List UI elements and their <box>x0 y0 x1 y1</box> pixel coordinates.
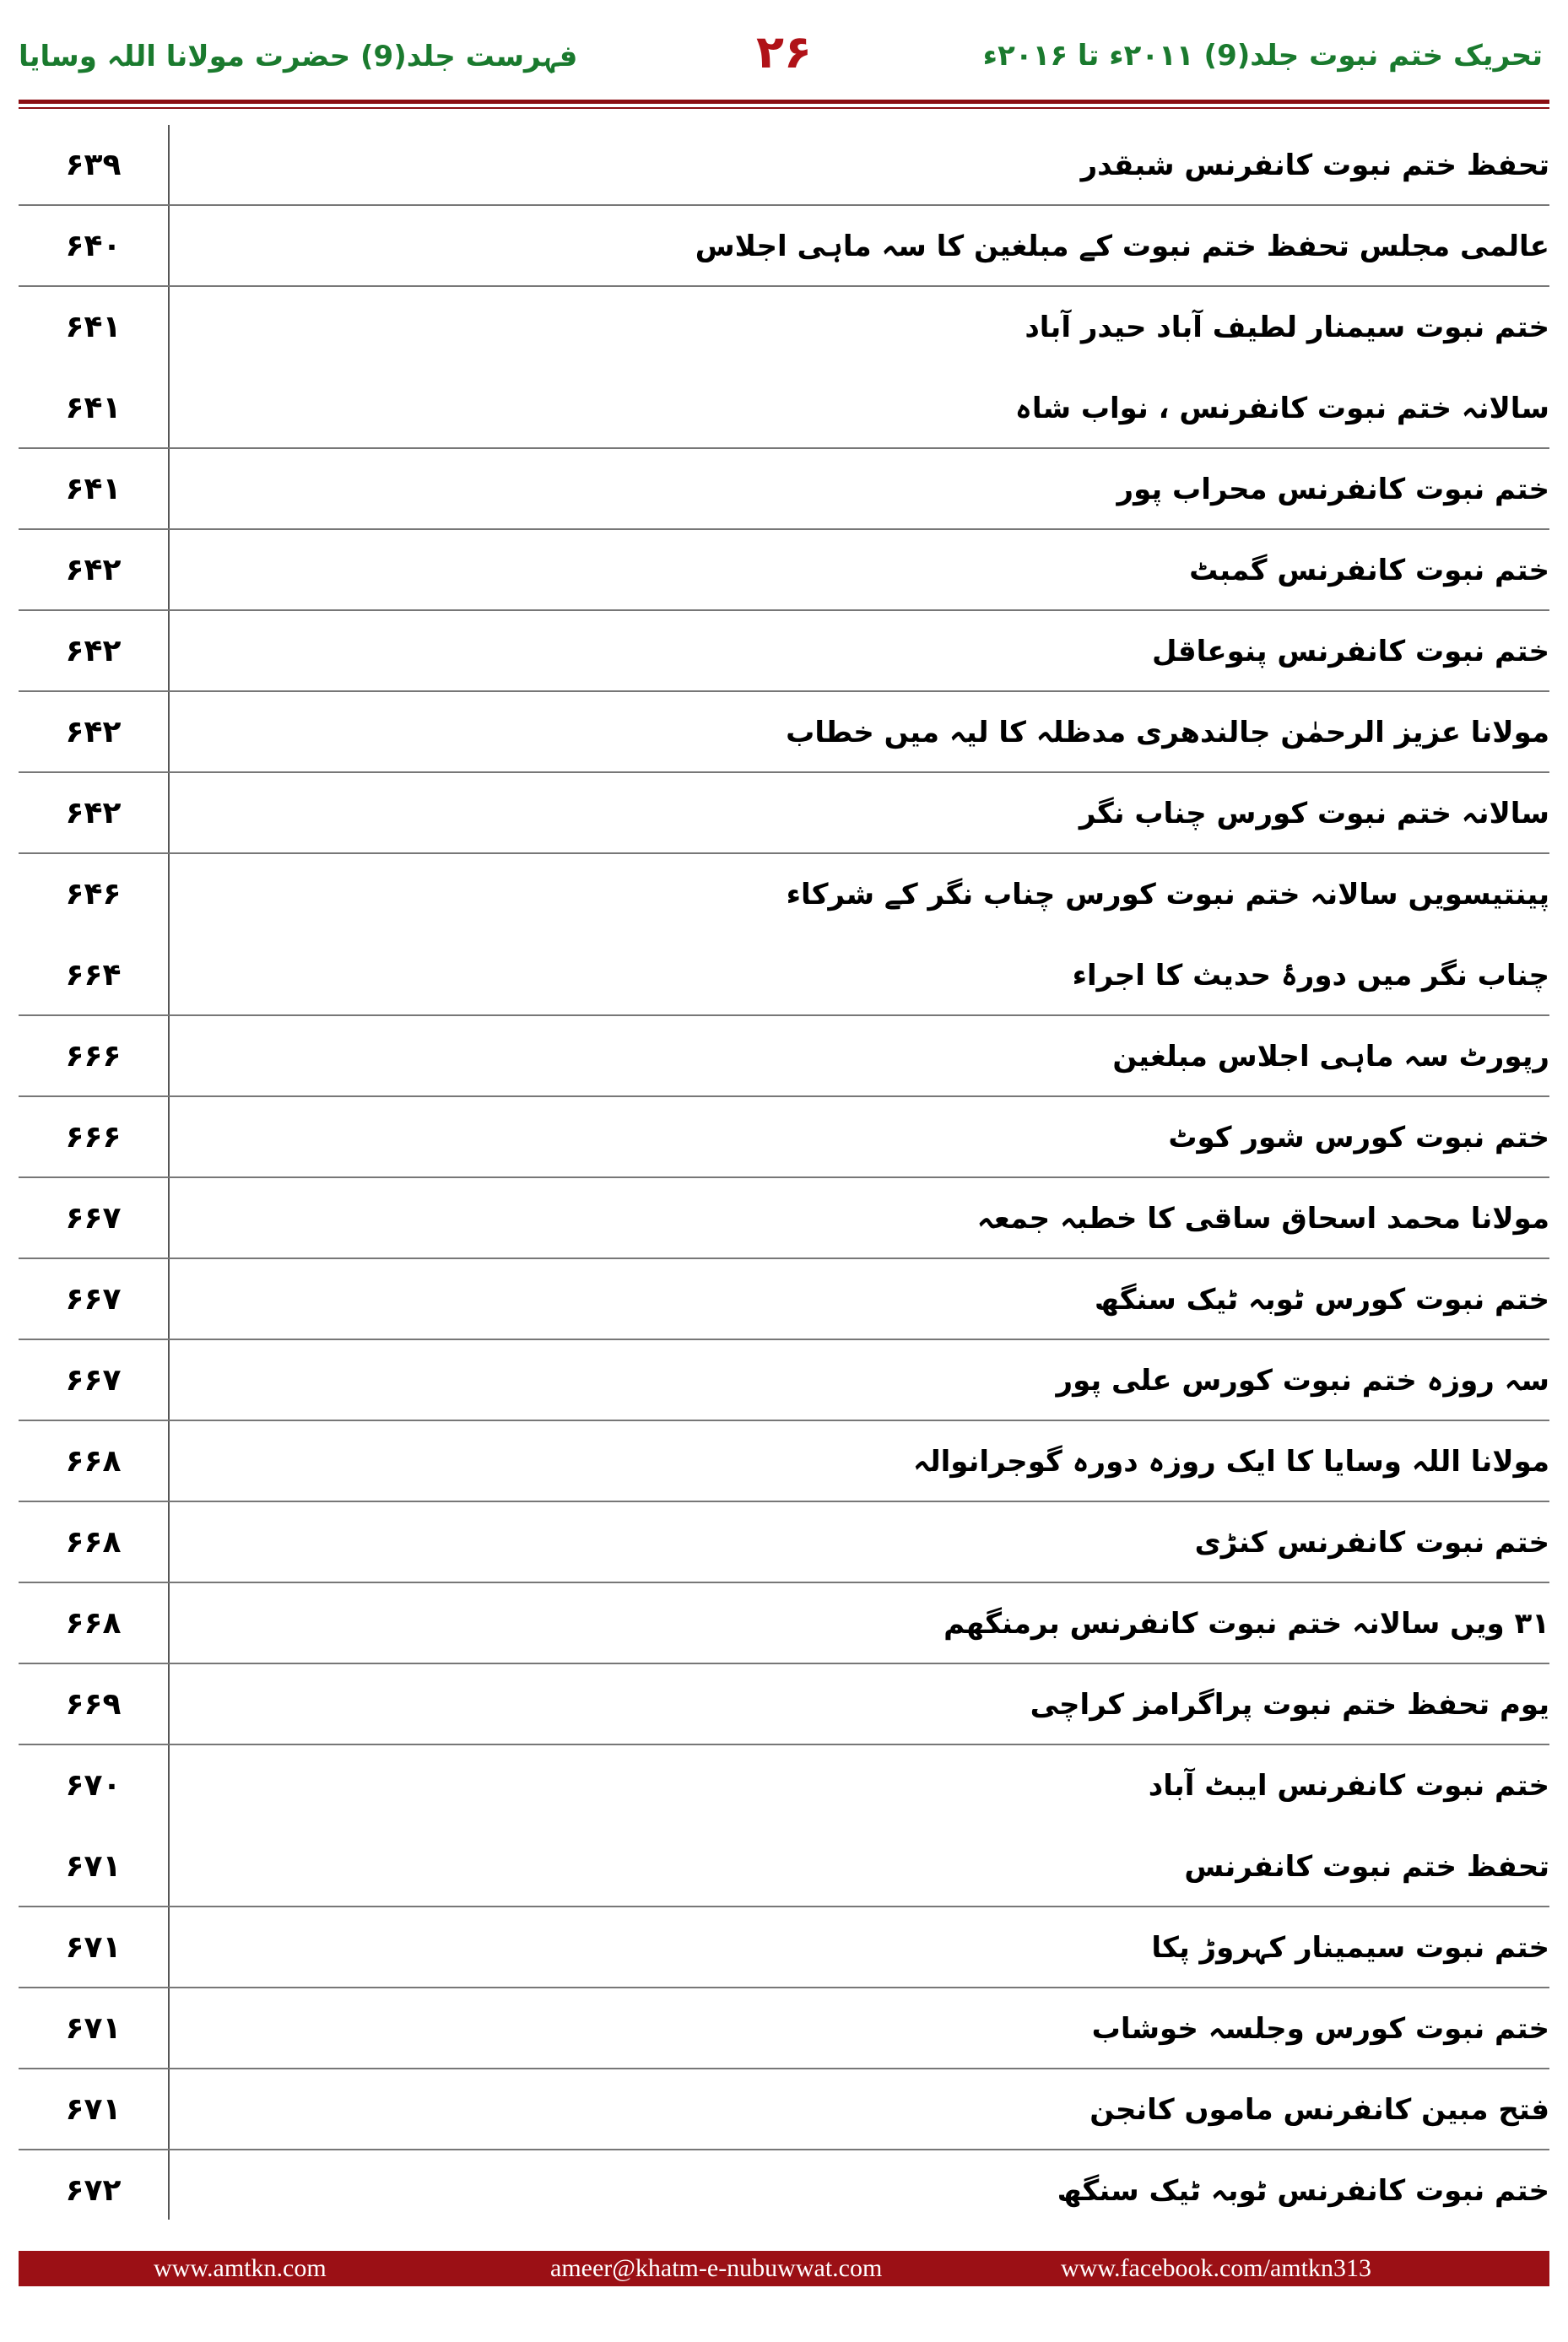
entry-title: ختم نبوت سیمنار لطیف آباد حیدر آباد <box>1025 311 1549 344</box>
toc-entry <box>19 1664 1549 1745</box>
entry-title: ختم نبوت کورس وجلسہ خوشاب <box>1091 2012 1549 2046</box>
entry-page: ۶۴۲ <box>65 553 122 587</box>
entry-title: عالمی مجلس تحفظ ختم نبوت کے مبلغین کا سہ ماہی اجلاس <box>695 230 1549 263</box>
toc-entry <box>19 125 1549 206</box>
entry-title: ختم نبوت سیمینار کہروڑ پکا <box>1151 1931 1549 1965</box>
entry-page: ۶۷۰ <box>65 1768 122 1803</box>
toc-entry <box>19 935 1549 1016</box>
entry-title: یوم تحفظ ختم نبوت پراگرامز کراچی <box>1030 1688 1549 1722</box>
toc-entry <box>19 1259 1549 1340</box>
entry-page: ۶۴۱ <box>65 472 122 506</box>
toc-entry <box>19 530 1549 611</box>
entry-page: ۶۴۱ <box>65 391 122 425</box>
facebook-link[interactable]: www.facebook.com/amtkn313 <box>1061 2254 1371 2282</box>
header-rule <box>19 100 1549 104</box>
toc-entry <box>19 1745 1549 1826</box>
entry-page: ۶۴۰ <box>65 229 122 263</box>
entry-title: ختم نبوت کانفرنس کنڑی <box>1194 1526 1549 1560</box>
entry-page: ۶۷۱ <box>65 1930 122 1965</box>
toc-entry <box>19 206 1549 287</box>
page-header <box>0 0 1568 101</box>
entry-title: مولانا عزیز الرحمٰن جالندھری مدظلہ کا لیہ میں خطاب <box>786 716 1549 749</box>
entry-title: تحفظ ختم نبوت کانفرنس شبقدر <box>1080 149 1549 182</box>
entry-page: ۶۷۱ <box>65 1849 122 1884</box>
entry-page: ۶۶۸ <box>65 1525 122 1560</box>
entry-page: ۶۴۲ <box>65 715 122 749</box>
toc-entry <box>19 1340 1549 1421</box>
entry-page: ۶۶۹ <box>65 1687 122 1722</box>
entry-title: چناب نگر میں دورۂ حدیث کا اجراء <box>1072 959 1549 993</box>
toc-entry <box>19 692 1549 773</box>
entry-page: ۶۶۷ <box>65 1363 122 1398</box>
entry-title: ختم نبوت کورس ٹوبہ ٹیک سنگھ <box>1094 1283 1549 1317</box>
toc-entry <box>19 1907 1549 1988</box>
header-rule-thin <box>19 107 1549 109</box>
entry-title: مولانا اللہ وسایا کا ایک روزہ دورہ گوجرانوالہ <box>912 1445 1549 1479</box>
book-title: تحریک ختم نبوت جلد(9) ۲۰۱۱ء تا ۲۰۱۶ء <box>982 39 1543 73</box>
toc-entry <box>19 2069 1549 2150</box>
toc-entry <box>19 1826 1549 1907</box>
entry-page: ۶۶۴ <box>65 958 122 993</box>
entry-page: ۶۷۱ <box>65 2092 122 2127</box>
toc-entry <box>19 287 1549 368</box>
entry-page: ۶۶۷ <box>65 1282 122 1317</box>
entry-page: ۶۴۱ <box>65 310 122 344</box>
entry-title: ختم نبوت کورس شور کوٹ <box>1168 1121 1549 1155</box>
entry-page: ۶۶۸ <box>65 1444 122 1479</box>
toc-entry <box>19 449 1549 530</box>
website-link[interactable]: www.amtkn.com <box>154 2254 327 2282</box>
entry-title: پینتیسویں سالانہ ختم نبوت کورس چناب نگر کے شرکاء <box>786 878 1549 911</box>
email-link[interactable]: ameer@khatm-e-nubuwwat.com <box>550 2254 883 2282</box>
toc-entry <box>19 611 1549 692</box>
page-footer <box>19 2251 1549 2286</box>
toc-entry <box>19 1502 1549 1583</box>
entry-title: فتح مبین کانفرنس ماموں کانجن <box>1089 2093 1549 2127</box>
entry-title: رپورٹ سہ ماہی اجلاس مبلغین <box>1112 1040 1549 1074</box>
entry-page: ۶۷۲ <box>65 2173 122 2208</box>
entry-page: ۶۶۸ <box>65 1606 122 1641</box>
toc-entry <box>19 1421 1549 1502</box>
entry-title: ختم نبوت کانفرنس ایبٹ آباد <box>1148 1769 1549 1803</box>
entry-page: ۶۴۶ <box>65 877 122 911</box>
table-of-contents <box>19 125 1549 2220</box>
toc-entry <box>19 1016 1549 1097</box>
toc-entry <box>19 1178 1549 1259</box>
entry-title: ختم نبوت کانفرنس محراب پور <box>1117 473 1549 506</box>
toc-entry <box>19 773 1549 854</box>
entry-title: ۳۱ ویں سالانہ ختم نبوت کانفرنس برمنگھم <box>944 1607 1549 1641</box>
entry-page: ۶۶۶ <box>65 1039 122 1074</box>
toc-entry <box>19 1583 1549 1664</box>
entry-page: ۶۳۹ <box>65 148 122 182</box>
page-number: ۲۶ <box>756 25 812 78</box>
entry-title: ختم نبوت کانفرنس ٹوبہ ٹیک سنگھ <box>1057 2174 1549 2208</box>
entry-page: ۶۴۲ <box>65 796 122 830</box>
entry-page: ۶۷۱ <box>65 2011 122 2046</box>
toc-entry <box>19 1988 1549 2069</box>
toc-entry <box>19 854 1549 935</box>
entry-page: ۶۴۲ <box>65 634 122 668</box>
section-title: فہرست جلد(9) حضرت مولانا اللہ وسایا <box>19 40 578 73</box>
entry-title: ختم نبوت کانفرنس پنوعاقل <box>1151 635 1549 668</box>
entry-title: سالانہ ختم نبوت کانفرنس ، نواب شاہ <box>1014 392 1549 425</box>
entry-title: تحفظ ختم نبوت کانفرنس <box>1184 1850 1549 1884</box>
entry-title: ختم نبوت کانفرنس گمبٹ <box>1189 554 1549 587</box>
toc-entry <box>19 1097 1549 1178</box>
entry-page: ۶۶۷ <box>65 1201 122 1236</box>
entry-page: ۶۶۶ <box>65 1120 122 1155</box>
entry-title: سہ روزہ ختم نبوت کورس علی پور <box>1056 1364 1549 1398</box>
entry-title: سالانہ ختم نبوت کورس چناب نگر <box>1079 797 1549 830</box>
toc-entry <box>19 2150 1549 2231</box>
toc-entry <box>19 368 1549 449</box>
entry-title: مولانا محمد اسحاق ساقی کا خطبہ جمعہ <box>976 1202 1549 1236</box>
